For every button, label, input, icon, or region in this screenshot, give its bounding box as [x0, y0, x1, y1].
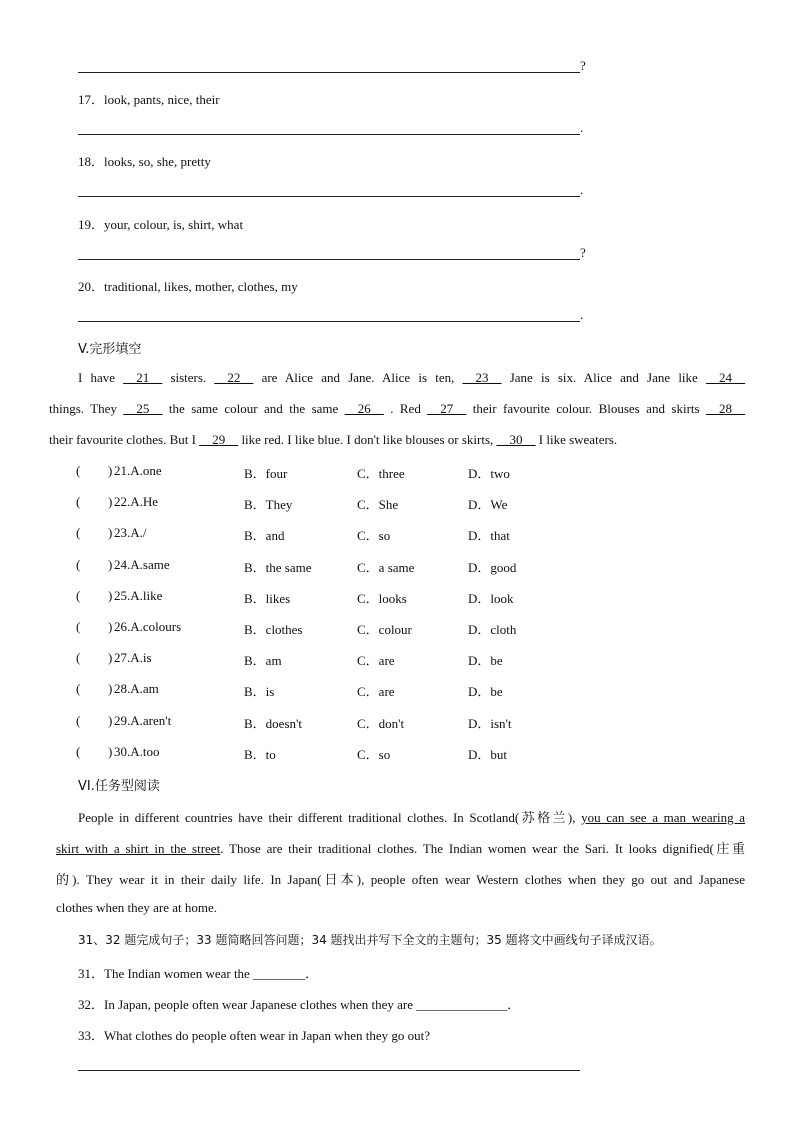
- question-17: 17．look, pants, nice, their: [78, 92, 220, 107]
- reading-line-4: clothes when they are at home.: [56, 900, 217, 915]
- question-18: 18．looks, so, she, pretty: [78, 154, 211, 169]
- option-b[interactable]: B．clothes: [244, 622, 303, 637]
- option-c[interactable]: C．are: [357, 684, 395, 700]
- option-d[interactable]: D．two: [468, 466, 510, 481]
- section-5-title: V.完形填空: [78, 342, 142, 357]
- option-d[interactable]: D．but: [468, 746, 508, 762]
- answer-paren-open[interactable]: (: [76, 494, 81, 510]
- task-instructions: 31、32 题完成句子；33 题简略回答问题；34 题找出并写下全文的主题句；35 题将文中画线句子译成汉语。: [78, 933, 662, 947]
- option-row: [76, 463, 556, 481]
- option-d[interactable]: D．cloth: [468, 622, 517, 637]
- option-b[interactable]: B．am: [244, 653, 282, 669]
- option-c[interactable]: C．three: [357, 466, 405, 481]
- section-6-title: VI.任务型阅读: [78, 779, 160, 794]
- answer-paren-close: ): [108, 681, 113, 697]
- blank-25[interactable]: __25__: [123, 401, 163, 416]
- underlined-sentence-part-1: you can see a man wearing a: [581, 810, 745, 825]
- question-32: 32．In Japan, people often wear Japanese clothes when they are ______________．: [78, 997, 521, 1012]
- reading-line-2: skirt with a shirt in the street. Those are their traditional clothes. The Indian women wear the Sari. It looks dignified(庄重: [56, 841, 745, 856]
- blank-24[interactable]: __24__: [706, 370, 746, 385]
- option-row: [76, 525, 556, 543]
- option-a[interactable]: 29.A.aren't: [114, 712, 172, 728]
- option-a[interactable]: 27.A.is: [114, 650, 152, 666]
- answer-paren-close: ): [108, 494, 113, 510]
- answer-paren-close: ): [108, 587, 113, 603]
- q20-end-mark: .: [580, 307, 584, 322]
- option-b[interactable]: B．the same: [244, 559, 312, 575]
- q19-end-mark: ?: [580, 245, 586, 260]
- option-a[interactable]: 22.A.He: [114, 494, 159, 510]
- answer-paren-open[interactable]: (: [76, 619, 81, 634]
- option-a[interactable]: 23.A./: [114, 525, 147, 541]
- option-d[interactable]: D．good: [468, 559, 517, 575]
- cloze-line-2: things. They __25__ the same colour and the same __26__ . Red __27__ their favourite colour. Blouses and skirts __28__: [49, 401, 746, 416]
- option-c[interactable]: C．a same: [357, 559, 415, 575]
- option-a[interactable]: 28.A.am: [114, 681, 159, 697]
- answer-line-17[interactable]: [78, 134, 580, 135]
- blank-30[interactable]: __30__: [496, 432, 536, 447]
- question-33: 33．What clothes do people often wear in Japan when they go out?: [78, 1028, 430, 1043]
- option-a[interactable]: 26.A.colours: [114, 619, 182, 634]
- option-b[interactable]: B．is: [244, 684, 275, 700]
- option-row: [76, 713, 556, 731]
- answer-paren-open[interactable]: (: [76, 650, 81, 666]
- blank-26[interactable]: __26__: [344, 401, 384, 416]
- option-b[interactable]: B．They: [244, 497, 293, 513]
- option-row: [76, 588, 556, 606]
- answer-paren-open[interactable]: (: [76, 712, 81, 728]
- option-row: [76, 744, 556, 762]
- q18-end-mark: .: [580, 182, 584, 197]
- option-c[interactable]: C．are: [357, 653, 395, 669]
- option-d[interactable]: D．We: [468, 497, 508, 513]
- answer-paren-close: ): [108, 712, 113, 728]
- option-d[interactable]: D．look: [468, 590, 514, 606]
- question-20: 20．traditional, likes, mother, clothes, my: [78, 279, 298, 294]
- answer-line-19[interactable]: [78, 259, 580, 260]
- answer-line-16[interactable]: [78, 72, 580, 73]
- reading-line-3: 的). They wear it in their daily life. In Japan(日本), people often wear Western clothes when they go out and Japanese: [56, 872, 745, 887]
- answer-paren-close: ): [108, 556, 113, 572]
- option-a[interactable]: 21.A.one: [114, 463, 162, 478]
- option-b[interactable]: B．four: [244, 466, 288, 481]
- answer-paren-open[interactable]: (: [76, 743, 81, 759]
- option-a[interactable]: 25.A.like: [114, 587, 163, 603]
- blank-23[interactable]: __23__: [462, 370, 502, 385]
- option-d[interactable]: D．that: [468, 528, 510, 544]
- cloze-line-3: their favourite clothes. But I __29__ like red. I like blue. I don't like blouses or skirts, __30__ I like sweaters.: [49, 432, 618, 447]
- option-a[interactable]: 24.A.same: [114, 556, 170, 572]
- option-c[interactable]: C．so: [357, 528, 391, 544]
- answer-line-33[interactable]: [78, 1070, 580, 1071]
- q17-end-mark: .: [580, 120, 584, 135]
- answer-paren-close: ): [108, 743, 113, 759]
- answer-paren-close: ): [108, 525, 113, 541]
- option-row: [76, 681, 556, 699]
- blank-27[interactable]: __27__: [427, 401, 467, 416]
- blank-29[interactable]: __29__: [199, 432, 239, 447]
- option-b[interactable]: B．to: [244, 746, 276, 762]
- blank-21[interactable]: __21__: [123, 370, 163, 385]
- option-d[interactable]: D．be: [468, 653, 503, 669]
- option-c[interactable]: C．so: [357, 746, 391, 762]
- answer-paren-open[interactable]: (: [76, 556, 81, 572]
- answer-line-20[interactable]: [78, 321, 580, 322]
- option-c[interactable]: C．She: [357, 497, 399, 513]
- answer-paren-close: ): [108, 619, 113, 634]
- option-c[interactable]: C．colour: [357, 622, 412, 637]
- answer-line-18[interactable]: [78, 196, 580, 197]
- q16-end-mark: ?: [580, 58, 586, 73]
- option-row: [76, 619, 556, 637]
- answer-paren-open[interactable]: (: [76, 681, 81, 697]
- answer-paren-close: ): [108, 463, 113, 478]
- answer-paren-open[interactable]: (: [76, 463, 81, 478]
- answer-paren-open[interactable]: (: [76, 525, 81, 541]
- option-b[interactable]: B．doesn't: [244, 715, 302, 731]
- option-row: [76, 650, 556, 668]
- answer-paren-open[interactable]: (: [76, 587, 81, 603]
- cloze-line-1: I have __21__ sisters. __22__ are Alice and Jane. Alice is ten, __23__ Jane is six. Alice and Jane like __24__: [78, 370, 746, 385]
- reading-line-1: People in different countries have their different traditional clothes. In Scotland(苏格兰), you can see a man wearing a: [78, 810, 745, 825]
- option-c[interactable]: C．don't: [357, 715, 405, 731]
- option-c[interactable]: C．looks: [357, 590, 407, 606]
- underlined-sentence-part-2: skirt with a shirt in the street: [56, 841, 221, 856]
- option-d[interactable]: D．be: [468, 684, 503, 700]
- option-a[interactable]: 30.A.too: [114, 743, 160, 759]
- blank-22[interactable]: __22__: [214, 370, 254, 385]
- option-d[interactable]: D．isn't: [468, 715, 512, 731]
- option-b[interactable]: B．and: [244, 528, 285, 544]
- question-31: 31．The Indian women wear the ________．: [78, 966, 319, 981]
- option-row: [76, 494, 556, 512]
- option-b[interactable]: B．likes: [244, 590, 291, 606]
- option-row: [76, 557, 556, 575]
- question-19: 19．your, colour, is, shirt, what: [78, 217, 244, 232]
- answer-paren-close: ): [108, 650, 113, 666]
- blank-28[interactable]: __28__: [706, 401, 746, 416]
